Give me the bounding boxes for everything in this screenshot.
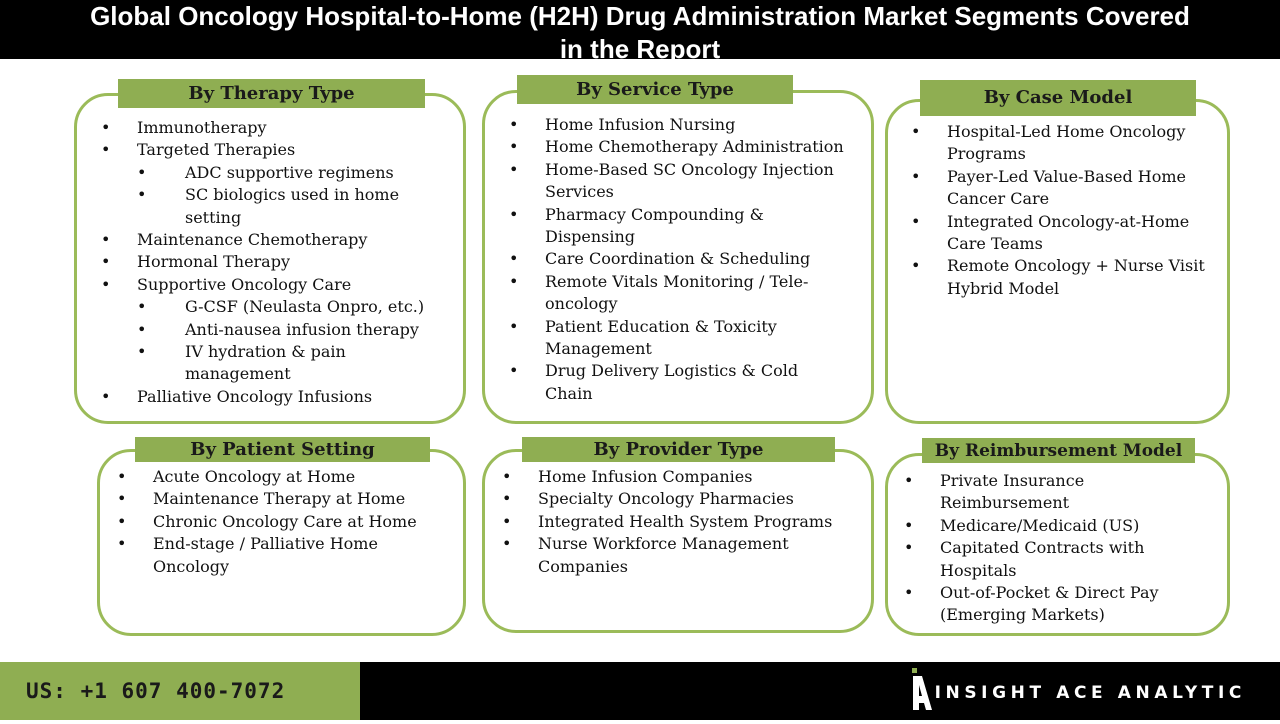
list-item bbox=[502, 488, 862, 510]
list-item bbox=[101, 117, 451, 139]
list-item-label: Payer-Led Value-Based Home Cancer Care bbox=[947, 166, 1187, 209]
sub-list bbox=[137, 296, 451, 386]
service-type-list bbox=[509, 114, 849, 405]
list-item-label: Pharmacy Compounding & Dispensing bbox=[545, 204, 764, 247]
sub-list-item: • ADC supportive regimens bbox=[137, 162, 451, 184]
list-item bbox=[509, 159, 849, 204]
list-item bbox=[509, 114, 849, 136]
list-item bbox=[101, 274, 451, 386]
list-item bbox=[911, 166, 1211, 211]
case-model-list bbox=[911, 121, 1211, 300]
list-item-label: Maintenance Therapy at Home bbox=[153, 489, 406, 509]
list-item-label: Maintenance Chemotherapy bbox=[137, 230, 368, 250]
list-item bbox=[117, 533, 457, 578]
provider-type-heading: By Provider Type bbox=[522, 437, 835, 462]
reimbursement-model-heading: By Reimbursement Model bbox=[922, 438, 1195, 463]
list-item-label: Chronic Oncology Care at Home bbox=[153, 511, 417, 531]
patient-setting-list bbox=[117, 466, 457, 578]
list-item bbox=[101, 386, 451, 408]
list-item bbox=[911, 255, 1211, 300]
sub-list-item: • G-CSF (Neulasta Onpro, etc.) bbox=[137, 296, 451, 318]
provider-type-list bbox=[502, 466, 862, 578]
list-item bbox=[904, 582, 1214, 627]
list-item bbox=[509, 204, 849, 249]
list-item bbox=[101, 139, 451, 229]
list-item-label: Hormonal Therapy bbox=[137, 252, 290, 272]
brand-name: INSIGHT ACE ANALYTIC bbox=[934, 683, 1246, 703]
service-type-heading: By Service Type bbox=[517, 75, 793, 104]
therapy-type-list bbox=[101, 117, 451, 408]
list-item-label: Private Insurance Reimbursement bbox=[940, 471, 1085, 513]
insight-ace-logo-icon bbox=[910, 666, 936, 714]
footer-brand-bar bbox=[360, 662, 1280, 720]
list-item-label: Remote Oncology + Nurse Visit Hybrid Model bbox=[947, 256, 1205, 298]
list-item-label: Home Infusion Nursing bbox=[545, 115, 736, 134]
list-item bbox=[117, 488, 457, 510]
sub-list-item: • SC biologics used in home setting bbox=[137, 184, 451, 229]
sub-list bbox=[137, 162, 451, 229]
list-item bbox=[911, 121, 1211, 166]
contact-phone: US: +1 607 400-7072 bbox=[0, 662, 360, 720]
list-item-label: Palliative Oncology Infusions bbox=[137, 386, 373, 406]
list-item-label: Capitated Contracts with Hospitals bbox=[940, 538, 1145, 580]
page-title bbox=[0, 0, 1280, 64]
reimbursement-model-list bbox=[904, 470, 1214, 627]
list-item-label: Acute Oncology at Home bbox=[153, 467, 356, 486]
list-item bbox=[509, 271, 849, 316]
list-item-label: Nurse Workforce Management Companies bbox=[538, 534, 789, 576]
page-title-line-2: in the Report bbox=[559, 34, 721, 64]
list-item-label: End-stage / Palliative Home Oncology bbox=[153, 534, 378, 576]
list-item bbox=[117, 466, 457, 488]
therapy-type-heading: By Therapy Type bbox=[118, 79, 425, 108]
page-title-line-1: Global Oncology Hospital-to-Home (H2H) Drug Administration Market Segments Covered bbox=[90, 1, 1190, 31]
list-item-label: Hospital-Led Home Oncology Programs bbox=[947, 122, 1186, 164]
list-item bbox=[904, 470, 1214, 515]
list-item-label: Immunotherapy bbox=[137, 118, 267, 137]
list-item bbox=[911, 211, 1211, 256]
list-item bbox=[101, 229, 451, 251]
list-item bbox=[904, 537, 1214, 582]
list-item-label: Targeted Therapies bbox=[137, 140, 296, 160]
list-item bbox=[117, 511, 457, 533]
list-item-label: Integrated Health System Programs bbox=[538, 511, 833, 531]
patient-setting-heading: By Patient Setting bbox=[135, 437, 430, 462]
list-item-label: Remote Vitals Monitoring / Tele-oncology bbox=[545, 271, 809, 314]
list-item-label: Patient Education & Toxicity Management bbox=[545, 316, 777, 359]
list-item-label: Care Coordination & Scheduling bbox=[545, 249, 811, 269]
list-item bbox=[101, 251, 451, 273]
sub-list-item: • IV hydration & pain management bbox=[137, 341, 451, 386]
case-model-heading: By Case Model bbox=[920, 80, 1196, 116]
list-item bbox=[509, 316, 849, 361]
list-item bbox=[509, 136, 849, 158]
list-item bbox=[502, 466, 862, 488]
list-item bbox=[509, 248, 849, 270]
list-item-label: Specialty Oncology Pharmacies bbox=[538, 489, 794, 509]
list-item-label: Medicare/Medicaid (US) bbox=[940, 515, 1140, 535]
list-item-label: Home Chemotherapy Administration bbox=[545, 137, 844, 157]
sub-list-item: • Anti-nausea infusion therapy bbox=[137, 319, 451, 341]
list-item-label: Supportive Oncology Care bbox=[137, 274, 352, 294]
list-item bbox=[904, 515, 1214, 537]
list-item-label: Home Infusion Companies bbox=[538, 467, 753, 486]
list-item-label: Out-of-Pocket & Direct Pay (Emerging Markets) bbox=[940, 583, 1159, 625]
list-item-label: Drug Delivery Logistics & Cold Chain bbox=[545, 361, 799, 403]
list-item bbox=[509, 360, 849, 405]
list-item-label: Home-Based SC Oncology Injection Services bbox=[545, 159, 834, 202]
list-item bbox=[502, 511, 862, 533]
list-item bbox=[502, 533, 862, 578]
list-item-label: Integrated Oncology-at-Home Care Teams bbox=[947, 211, 1190, 254]
